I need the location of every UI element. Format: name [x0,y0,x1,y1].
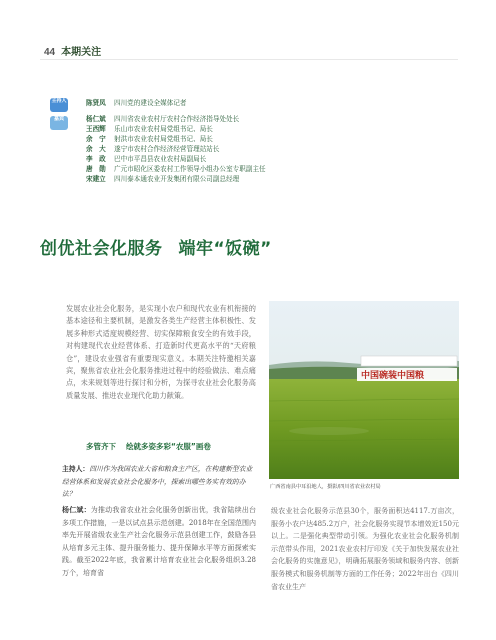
guest-name: 王西辉 [86,125,106,133]
host-icon: 主持人 [50,98,68,112]
host-question-label: 主持人： [62,465,90,473]
page-header [44,43,101,58]
intro-paragraph: 发展农业社会化服务，是实现小农户和现代农业有机衔接的基本途径和主要机制，是激发各类生产经营主体积极性、发展多种形式适度规模经营、切实保障粮食安全的有效手段，对构建现代农业经营体系、打造新时代更高水平的“天府粮仓”，建设农业强省有重要现实意义。本期关注特邀相关嘉宾，聚焦省农业社会化服务推进过程中的经验做法、难点痛点，未来规划等进行探讨和分析，为探寻农业社会化服务高质量发展、推进农业现代化助力献策。 [66,304,256,400]
answer-paragraph-left [62,504,256,580]
guest-icon: 嘉宾 [50,116,68,130]
rice-field-illustration [269,301,459,479]
guest-name: 宋建立 [86,175,106,183]
guest-row [86,115,239,124]
guest-name: 余 大 [86,145,106,153]
rice-field-photo [269,301,459,479]
guest-row [86,175,239,184]
section-name: 本期关注 [61,47,102,58]
guest-title: 巴中市平昌县农业农村局副局长 [114,155,207,163]
answer-left-text: 为推动我省农业社会化服务创新出优，我省陆续出台多项工作措施，一是以试点县示范创建。2018年在全国范围内率先开展省级农业生产社会化服务示范县创建工作，鼓励各县从培育多元主体、提升服务能力、提升保障水平等方面探索实践。截至2022年底，我省累计培育农业社会化服务组织3.28万个，培育省 [62,506,257,577]
guest-title: 遂宁市农村合作经济经营管理站站长 [114,145,220,153]
guest-title: 射洪市农业农村局党组书记、局长 [114,135,213,143]
guest-title: 四川泰本通农业开发集团有限公司副总经理 [114,175,240,183]
guest-title: 四川省农业农村厅农村合作经济指导处处长 [114,115,240,123]
guest-name: 李 政 [86,155,106,163]
guest-row [86,145,220,154]
host-title: 四川党的建设全媒体记者 [114,99,187,107]
section-subheading [86,441,211,452]
article-title [40,234,272,259]
guest-name: 余 宁 [86,135,106,143]
page-number: 44 [44,47,56,58]
subheading-part2: 绘就多姿多彩“农服”画卷 [126,442,211,451]
header-divider [40,59,458,60]
guest-panel [50,95,450,183]
guest-name: 唐 勋 [86,165,106,173]
answer-speaker-label: 杨仁斌： [62,506,91,514]
guest-row [86,155,206,164]
host-row [86,99,187,108]
sign-text: 中国碗装中国粮 [361,371,425,381]
guest-title: 乐山市农业农村局党组书记、局长 [114,125,213,133]
guest-row [86,125,213,134]
host-question [62,463,256,501]
subheading-part1: 多管齐下 [86,442,116,451]
answer-paragraph-right: 级农业社会化服务示范县30个，服务面积达4117.万亩次，服务小农户达485.2万户，社会化服务实现节本增效近150元以上。二是强化典型带动引领。为强化农业社会化服务机制示范带头作用，2021农业农村厅印发《关于加快发展农业社会化服务的实施意见》，明确拓展服务领域和服务内容、创新服务模式和服务机制等方面的工作任务；2022年出台《四川省农业生产 [271,507,459,591]
host-name: 陈贤凤 [86,99,106,107]
guest-row [86,135,213,144]
article-title-part2: 端牢“饭碗” [178,239,272,259]
guest-title: 广元市昭化区委农村工作领导小组办公室专职副主任 [114,165,266,173]
photo-caption: 广西省南县中耳沿地人，摄影/四川省农业农村局 [270,484,381,490]
guest-row [86,165,266,174]
host-question-text: 四川作为我国农业大省和粮食主产区，在构建新型农业经营体系和发展农业社会化服务中，探索出哪些务实有效的办法？ [62,465,253,498]
article-title-part1: 创优社会化服务 [40,239,163,259]
guest-name: 杨仁斌 [86,115,106,123]
